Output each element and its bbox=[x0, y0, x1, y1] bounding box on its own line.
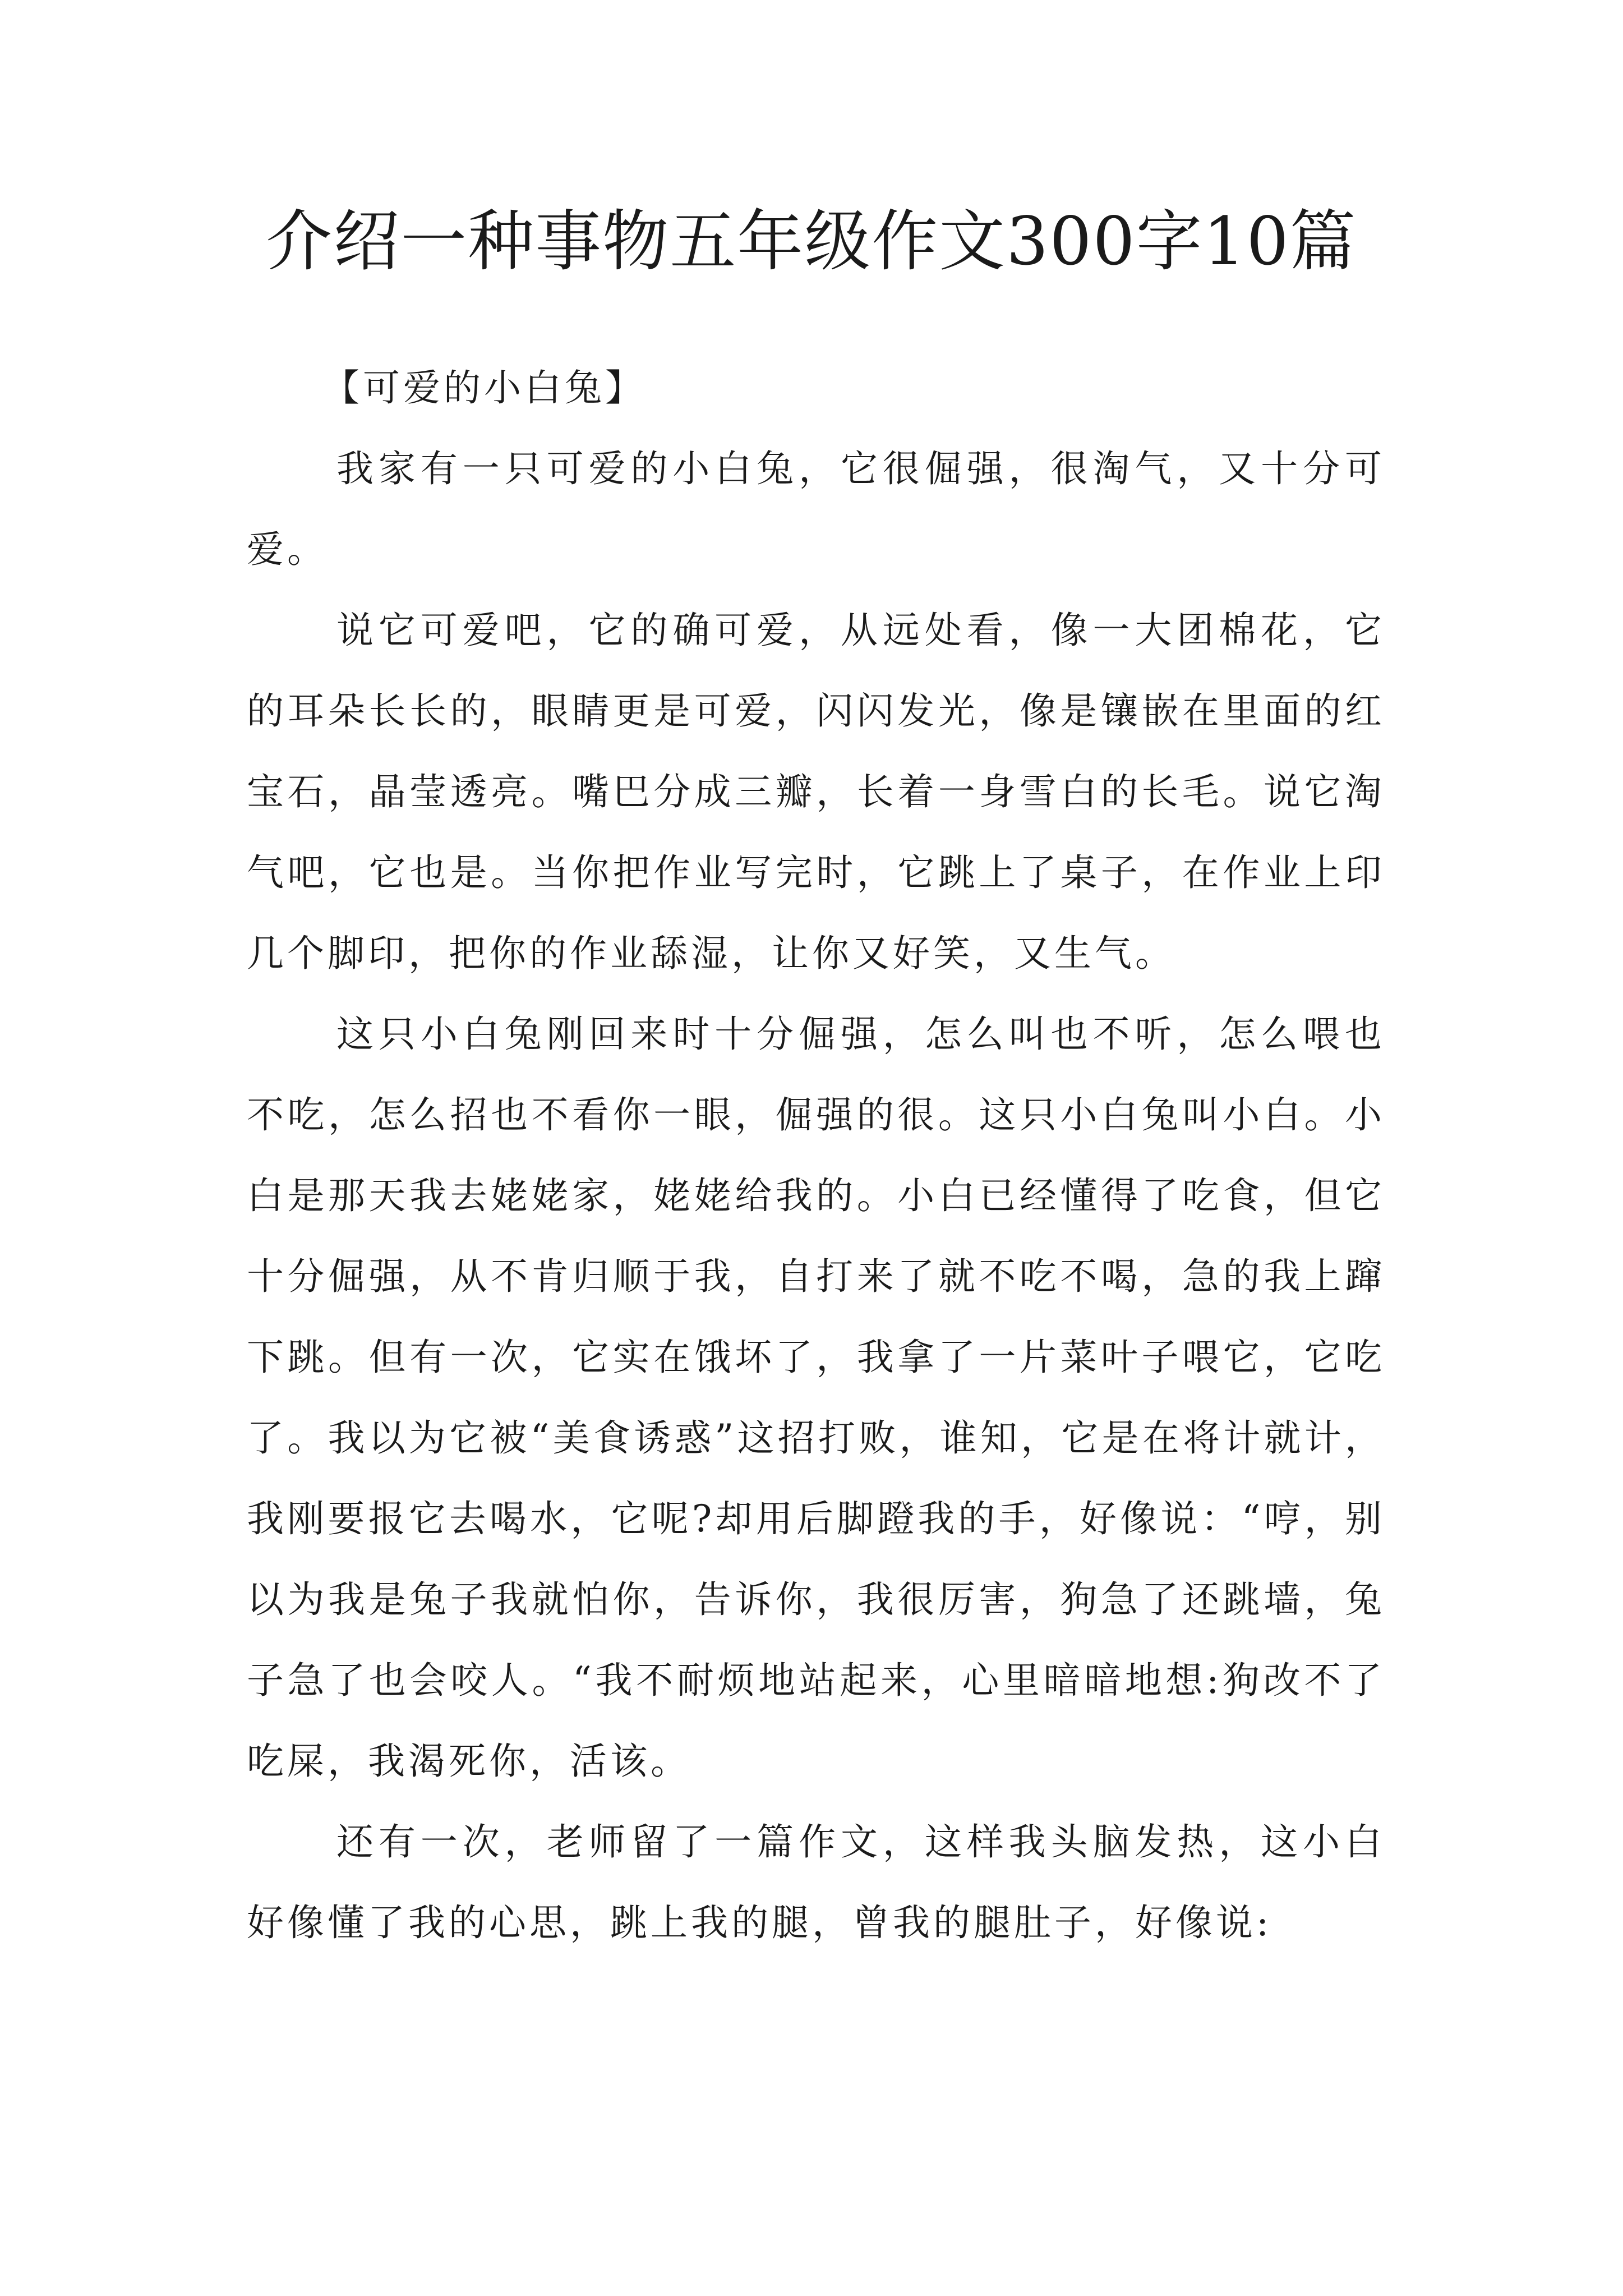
paragraph: 我家有一只可爱的小白兔，它很倔强，很淘气，又十分可爱。 bbox=[247, 447, 1385, 571]
document-body bbox=[247, 348, 1385, 1963]
paragraph: 还有一次，老师留了一篇作文，这样我头脑发热，这小白好像懂了我的心思，跳上我的腿，曾我的腿肚子，好像说: bbox=[247, 1820, 1385, 1944]
section-heading: 【可爱的小白兔】 bbox=[322, 366, 645, 409]
document-title: 介绍一种事物五年级作文300字10篇 bbox=[266, 203, 1357, 280]
paragraph: 说它可爱吧，它的确可爱，从远处看，像一大团棉花，它的耳朵长长的，眼睛更是可爱，闪闪发光，像是镶嵌在里面的红宝石，晶莹透亮。嘴巴分成三瓣，长着一身雪白的长毛。说它淘气吧，它也是。当你把作业写完时，它跳上了桌子，在作业上印几个脚印，把你的作业舔湿，让你又好笑，又生气。 bbox=[247, 609, 1385, 975]
paragraph: 这只小白兔刚回来时十分倔强，怎么叫也不听，怎么喂也不吃，怎么招也不看你一眼，倔强的很。这只小白兔叫小白。小白是那天我去姥姥家，姥姥给我的。小白已经懂得了吃食，但它十分倔强，从不肯归顺于我，自打来了就不吃不喝，急的我上蹿下跳。但有一次，它实在饿坏了，我拿了一片菜叶子喂它，它吃了。我以为它被“美食诱惑”这招打败，谁知，它是在将计就计，我刚要报它去喝水，它呢?却用后脚蹬我的手，好像说：“哼，别以为我是兔子我就怕你，告诉你，我很厉害，狗急了还跳墙，兔子急了也会咬人。“我不耐烦地站起来，心里暗暗地想:狗改不了吃屎，我渴死你，活该。 bbox=[247, 1013, 1385, 1783]
